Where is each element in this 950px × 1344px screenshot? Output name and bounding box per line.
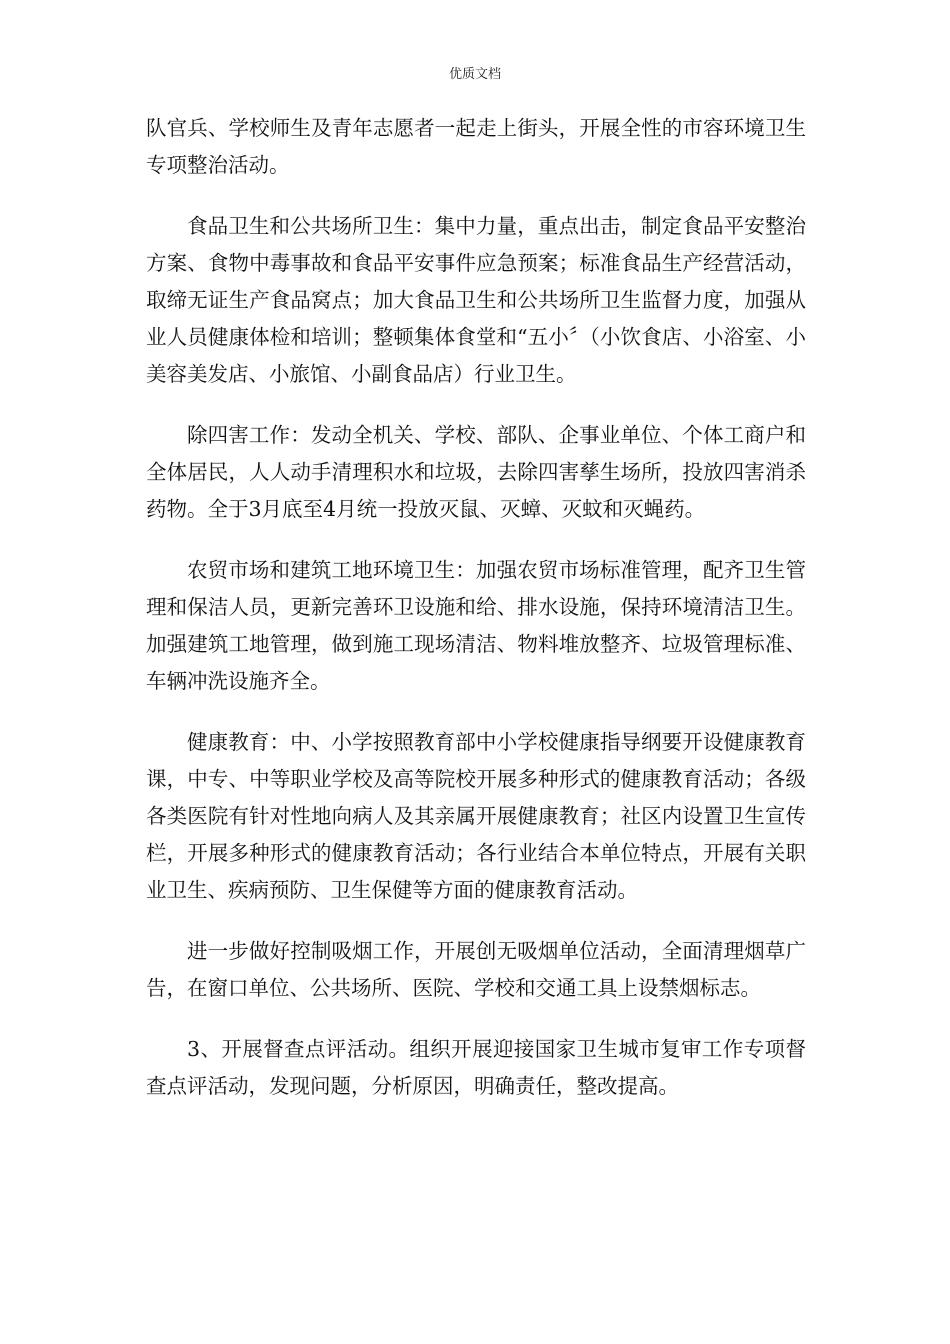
paragraph-food-hygiene: 食品卫生和公共场所卫生：集中力量，重点出击，制定食品平安整治方案、食物中毒事故和食品平安事件应急预案；标准食品生产经营活动，取缔无证生产食品窝点；加大食品卫生和公共场所卫生监督力度，加强从业人员健康体检和培训；整顿集体食堂和“五小〞（小饮食店、小浴室、小美容美发店、小旅馆、小副食品店）行业卫生。 <box>146 214 806 386</box>
paragraph-inspection: 3、开展督查点评活动。组织开展迎接国家卫生城市复审工作专项督查点评活动，发现问题，分析原因，明确责任，整改提高。 <box>146 1037 806 1098</box>
page-header: 优质文档 <box>448 67 501 82</box>
paragraph-pest-control: 除四害工作：发动全机关、学校、部队、企事业单位、个体工商户和全体居民，人人动手清理积水和垃圾，去除四害孳生场所，投放四害消杀药物。全于3月底至4月统一投放灭鼠、灭蟑、灭蚊和灭蝇药。 <box>146 423 806 521</box>
document-body <box>146 110 806 1129</box>
paragraph-health-education: 健康教育：中、小学按照教育部中小学校健康指导纲要开设健康教育课，中专、中等职业学校及高等院校开展多种形式的健康教育活动；各级各类医院有针对性地向病人及其亲属开展健康教育；社区内设置卫生宣传栏，开展多种形式的健康教育活动；各行业结合本单位特点，开展有关职业卫生、疾病预防、卫生保健等方面的健康教育活动。 <box>146 730 806 902</box>
paragraph-smoking-control: 进一步做好控制吸烟工作，开展创无吸烟单位活动，全面清理烟草广告，在窗口单位、公共场所、医院、学校和交通工具上设禁烟标志。 <box>146 939 806 1000</box>
paragraph-market-construction: 农贸市场和建筑工地环境卫生：加强农贸市场标准管理，配齐卫生管理和保洁人员，更新完善环卫设施和给、排水设施，保持环境清洁卫生。加强建筑工地管理，做到施工现场清洁、物料堆放整齐、垃圾管理标准、车辆冲洗设施齐全。 <box>146 558 806 693</box>
paragraph-continuation: 队官兵、学校师生及青年志愿者一起走上街头，开展全性的市容环境卫生专项整治活动。 <box>146 116 806 177</box>
